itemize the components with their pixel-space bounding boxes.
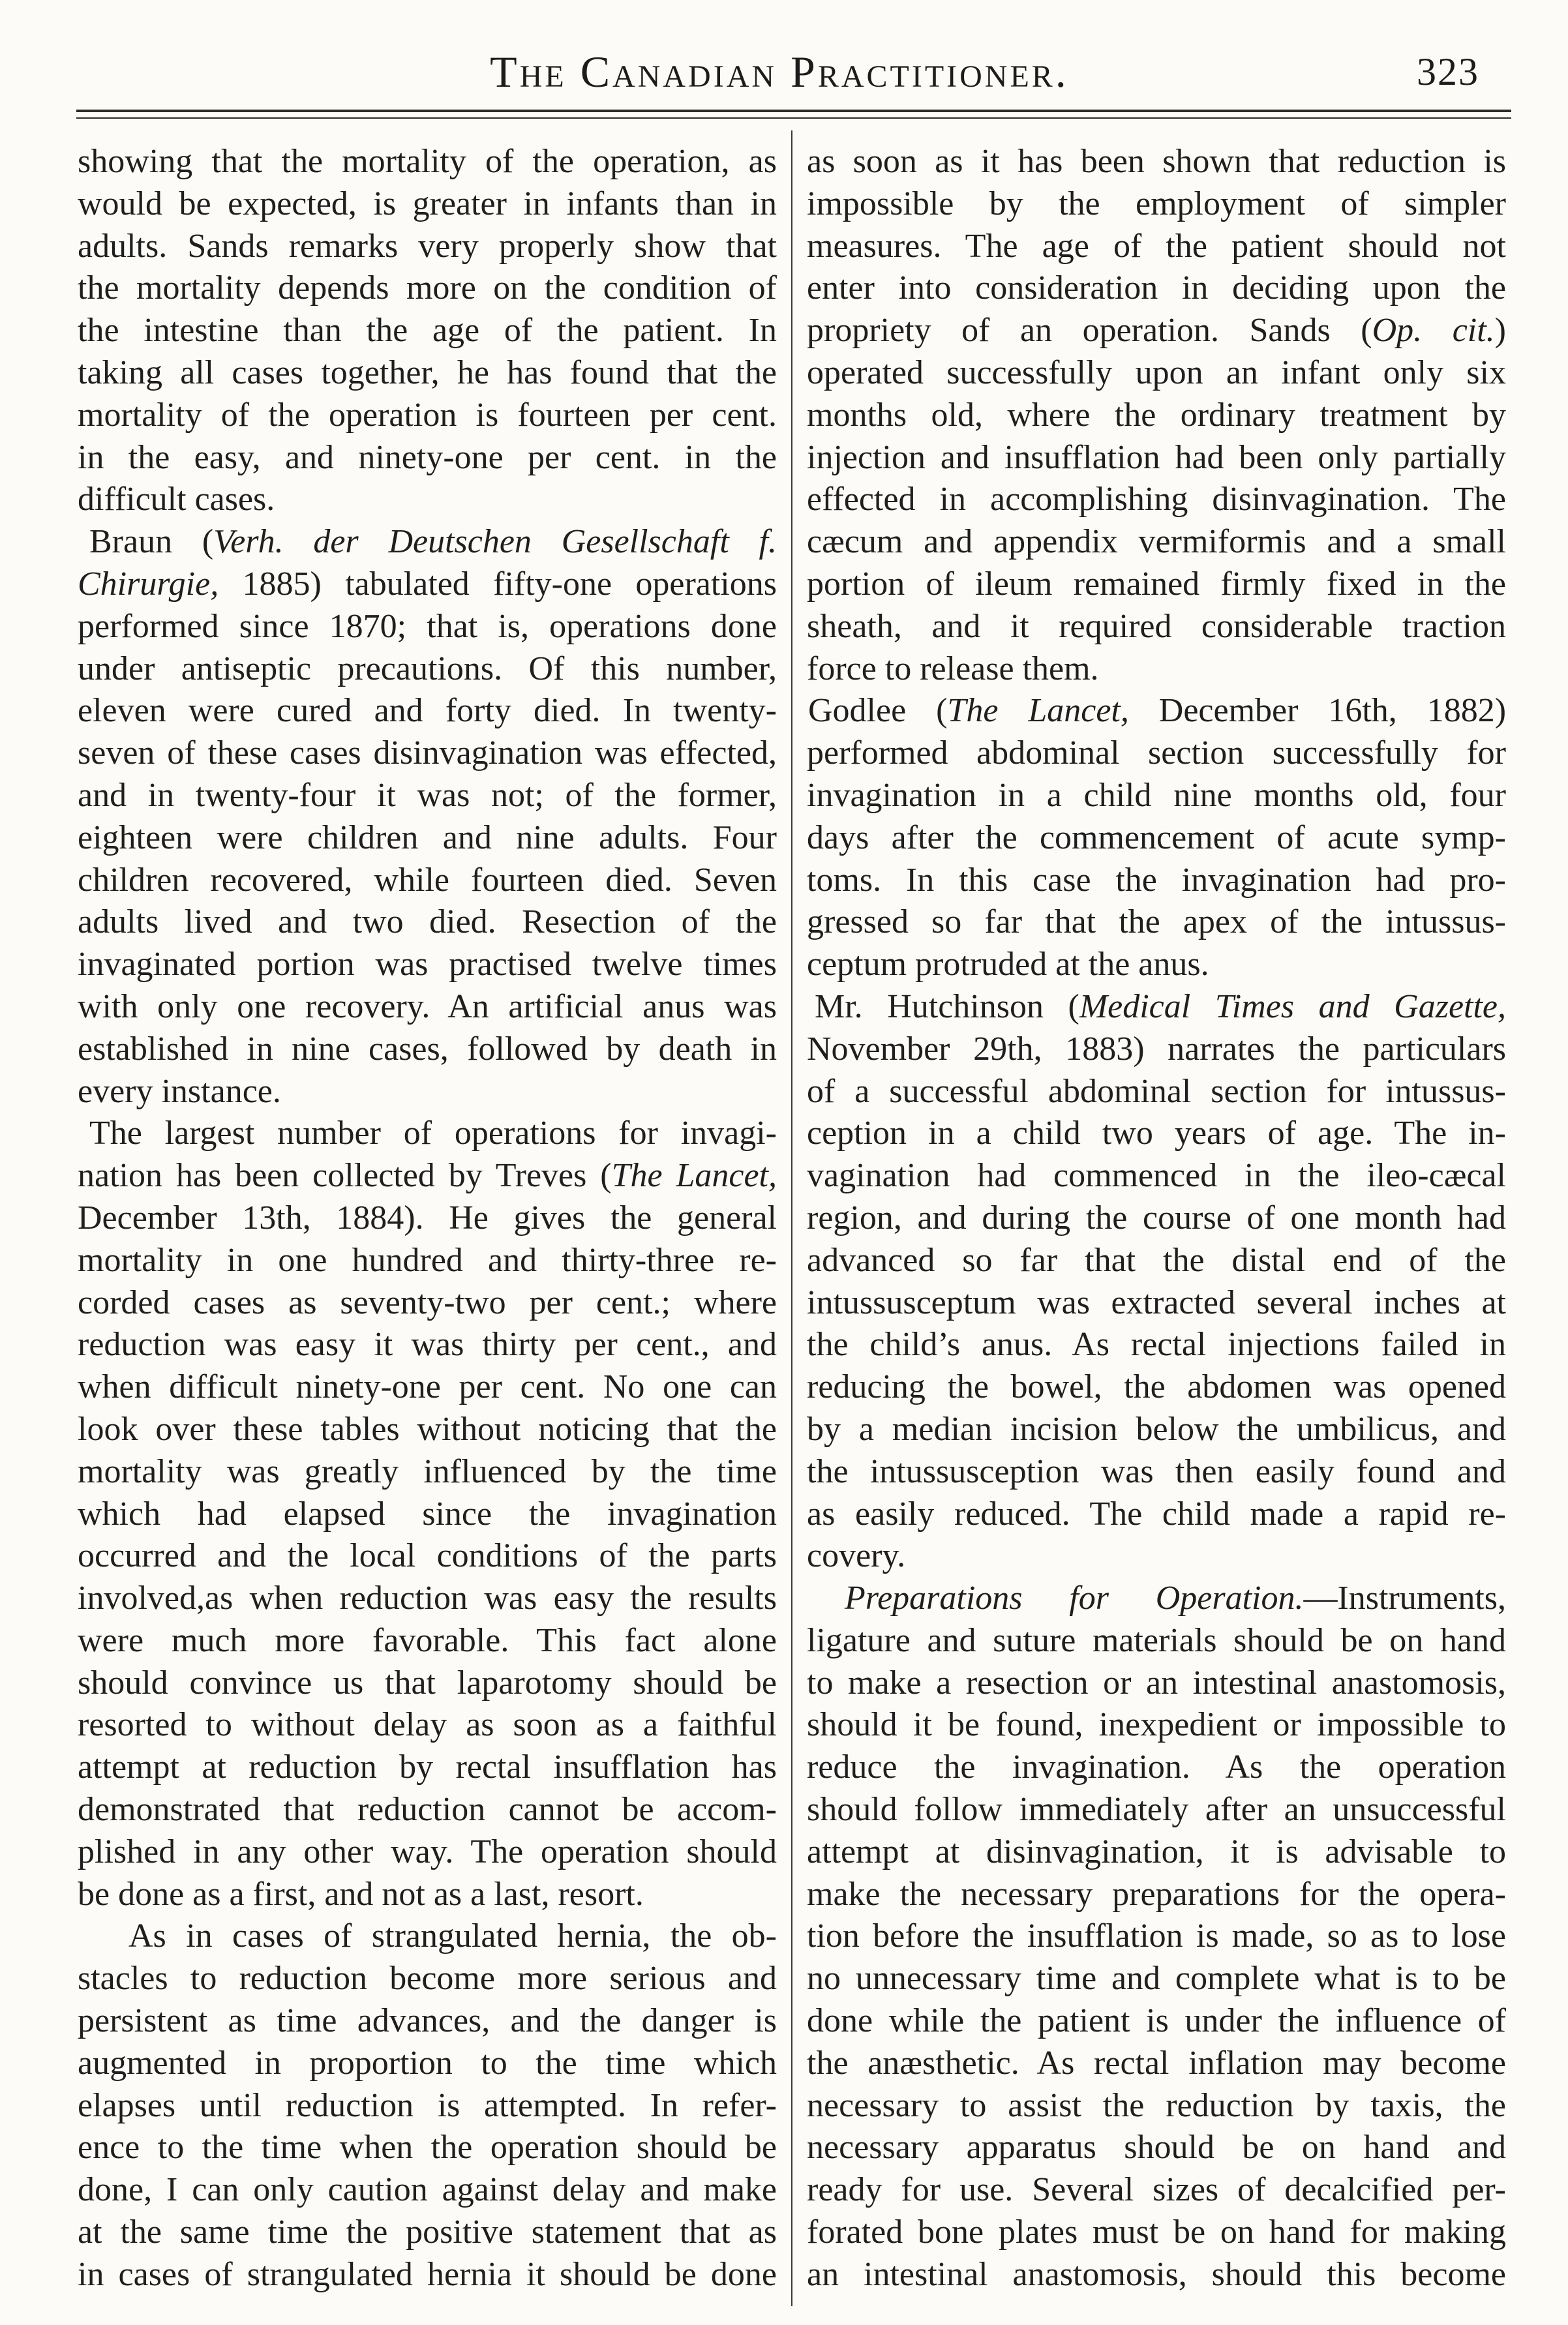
text-line: at the same time the positive statement that as <box>78 2213 777 2251</box>
text-line: gressed so far that the apex of the intussus- <box>807 903 1506 941</box>
text-line: of a successful abdominal section for intussus- <box>807 1072 1506 1110</box>
text-line: force to release them. <box>807 650 1099 687</box>
paragraph <box>807 690 1506 986</box>
text-line: reducing the bowel, the abdomen was opened <box>807 1368 1506 1406</box>
text-line: demonstrated that reduction cannot be accom- <box>78 1791 777 1829</box>
text-line: were much more favorable. This fact alone <box>78 1621 777 1659</box>
text-line: vagination had commenced in the ileo-cæcal <box>807 1157 1506 1195</box>
text-line: reduce the invagination. As the operation <box>807 1748 1506 1786</box>
italic-citation: The Lancet, <box>947 692 1129 730</box>
text-line: persistent as time advances, and the danger is <box>78 2002 777 2040</box>
text-line: taking all cases together, he has found that the <box>78 353 777 391</box>
text-line: as soon as it has been shown that reduction is <box>807 143 1506 180</box>
text-line: elapses until reduction is attempted. In refer- <box>78 2086 777 2124</box>
text-line: adults lived and two died. Resection of the <box>78 903 777 941</box>
paragraph <box>78 521 777 1113</box>
right-column <box>807 141 1506 2296</box>
text-line: seven of these cases disinvagination was effected, <box>78 734 777 772</box>
text-line: the anæsthetic. As rectal inflation may become <box>807 2044 1506 2082</box>
text-line <box>807 1578 1506 1620</box>
text-run: Godlee ( <box>808 692 948 730</box>
text-line: eleven were cured and forty died. In twenty- <box>78 692 777 730</box>
italic-citation: Chirurgie, <box>78 565 219 603</box>
text-line: by a median incision below the umbilicus, and <box>807 1410 1506 1448</box>
text-line: ence to the time when the operation should be <box>78 2129 777 2167</box>
text-line <box>78 563 777 606</box>
italic-citation: Medical Times and Gazette, <box>1079 987 1506 1025</box>
text-line: effected in accomplishing disinvagination. The <box>807 481 1506 518</box>
text-run: December 16th, 1882) <box>1128 692 1507 730</box>
text-line: measures. The age of the patient should not <box>807 227 1506 265</box>
paragraph <box>807 141 1506 690</box>
text-line: necessary to assist the reduction by taxis, the <box>807 2086 1506 2124</box>
text-line: ception in a child two years of age. The in- <box>807 1115 1506 1152</box>
text-line: portion of ileum remained firmly fixed in the <box>807 565 1506 603</box>
text-line: enter into consideration in deciding upon the <box>807 269 1506 307</box>
text-line <box>807 690 1506 732</box>
text-line: be done as a first, and not as a last, resort. <box>78 1875 644 1913</box>
text-line: ligature and suture materials should be on hand <box>807 1621 1506 1659</box>
text-line: done while the patient is under the influence of <box>807 2002 1506 2040</box>
text-line: region, and during the course of one month had <box>807 1199 1506 1237</box>
text-line: attempt at disinvagination, it is advisable to <box>807 1833 1506 1870</box>
text-line: cæcum and appendix vermiformis and a small <box>807 523 1506 561</box>
text-line: invagination in a child nine months old, four <box>807 776 1506 814</box>
text-line: in the easy, and ninety-one per cent. in the <box>78 438 777 476</box>
text-line: in cases of strangulated hernia it should be done <box>78 2255 777 2293</box>
text-line: ready for use. Several sizes of decalcified per- <box>807 2171 1506 2209</box>
text-run: —Instruments, <box>1303 1580 1506 1617</box>
text-line: toms. In this case the invagination had pro- <box>807 861 1506 899</box>
running-head: The Canadian Practitioner. <box>490 47 1069 97</box>
paragraph <box>78 1113 777 1915</box>
italic-citation: Op. cit. <box>1372 312 1495 350</box>
text-line: invaginated portion was practised twelve times <box>78 946 777 983</box>
text-line: to make a resection or an intestinal anastomosis, <box>807 1664 1506 1702</box>
text-line: injection and insufflation had been only partially <box>807 438 1506 476</box>
text-line: and in twenty-four it was not; of the former, <box>78 776 777 814</box>
text-line: occurred and the local conditions of the parts <box>78 1537 777 1575</box>
text-line: December 13th, 1884). He gives the general <box>78 1199 777 1237</box>
text-line: performed abdominal section successfully for <box>807 734 1506 772</box>
text-line: necessary apparatus should be on hand and <box>807 2129 1506 2167</box>
text-line: The largest number of operations for invagi- <box>89 1115 777 1152</box>
text-run: 1885) tabulated fifty-one operations <box>219 565 777 603</box>
text-line: days after the commencement of acute symp- <box>807 818 1506 856</box>
text-line: operated successfully upon an infant only six <box>807 353 1506 391</box>
text-line: difficult cases. <box>78 481 275 518</box>
paragraph <box>78 141 777 521</box>
text-run: ) <box>1494 312 1506 350</box>
text-line: showing that the mortality of the operation, as <box>78 143 777 180</box>
text-line: covery. <box>807 1537 906 1575</box>
text-line: November 29th, 1883) narrates the particulars <box>807 1030 1506 1068</box>
text-run: Mr. Hutchinson ( <box>815 987 1079 1025</box>
text-line: as easily reduced. The child made a rapid re- <box>807 1495 1506 1533</box>
italic-citation: Preparations for Operation. <box>845 1580 1304 1617</box>
text-line: impossible by the employment of simpler <box>807 185 1506 222</box>
text-line: the mortality depends more on the condition of <box>78 269 777 307</box>
text-line: the intestine than the age of the patient. In <box>78 312 777 350</box>
page-number: 323 <box>1417 50 1479 93</box>
text-line <box>78 1155 777 1197</box>
text-line: would be expected, is greater in infants than in <box>78 185 777 222</box>
text-run: Braun ( <box>89 523 214 561</box>
text-line: make the necessary preparations for the opera- <box>807 1875 1506 1913</box>
text-line: should convince us that laparotomy should be <box>78 1664 777 1702</box>
text-line: when difficult ninety-one per cent. No one can <box>78 1368 777 1406</box>
text-line: children recovered, while fourteen died. Seven <box>78 861 777 899</box>
text-line: look over these tables without noticing that the <box>78 1410 777 1448</box>
italic-citation: Verh. der Deutschen Gesellschaft f. <box>213 523 777 561</box>
text-line: no unnecessary time and complete what is to be <box>807 1960 1506 1998</box>
text-run: propriety of an operation. Sands ( <box>807 312 1372 350</box>
header-rule-thin <box>76 117 1511 119</box>
text-line: stacles to reduction become more serious and <box>78 1960 777 1998</box>
text-line: As in cases of strangulated hernia, the ob- <box>128 1917 777 1955</box>
column-divider <box>791 130 792 2306</box>
text-line: forated bone plates must be on hand for making <box>807 2213 1506 2251</box>
text-line: which had elapsed since the invagination <box>78 1495 777 1533</box>
text-line: the intussusception was then easily found and <box>807 1452 1506 1490</box>
text-line: months old, where the ordinary treatment by <box>807 396 1506 434</box>
text-line: ceptum protruded at the anus. <box>807 946 1209 983</box>
text-line: sheath, and it required considerable traction <box>807 607 1506 645</box>
text-line: should it be found, inexpedient or impossible to <box>807 1706 1506 1744</box>
text-run: nation has been collected by Treves ( <box>78 1157 612 1195</box>
paragraph <box>78 1915 777 2296</box>
text-line: resorted to without delay as soon as a faithful <box>78 1706 777 1744</box>
text-line <box>78 521 777 563</box>
text-line: advanced so far that the distal end of the <box>807 1241 1506 1279</box>
text-line: done, I can only caution against delay and make <box>78 2171 777 2209</box>
text-line: performed since 1870; that is, operations done <box>78 607 777 645</box>
text-line: mortality of the operation is fourteen per cent. <box>78 396 777 434</box>
text-line: augmented in proportion to the time which <box>78 2044 777 2082</box>
text-line: mortality was greatly influenced by the time <box>78 1452 777 1490</box>
text-line <box>807 310 1506 352</box>
text-line: adults. Sands remarks very properly show that <box>78 227 777 265</box>
text-line: under antiseptic precautions. Of this number, <box>78 650 777 687</box>
text-line: reduction was easy it was thirty per cent., and <box>78 1326 777 1364</box>
text-line: an intestinal anastomosis, should this become <box>807 2255 1506 2293</box>
text-line: eighteen were children and nine adults. Four <box>78 818 777 856</box>
text-line: tion before the insufflation is made, so as to lose <box>807 1917 1506 1955</box>
text-line: attempt at reduction by rectal insufflation has <box>78 1748 777 1786</box>
text-line: established in nine cases, followed by death in <box>78 1030 777 1068</box>
text-line: involved,as when reduction was easy the results <box>78 1580 777 1617</box>
header-rule <box>76 110 1511 112</box>
italic-citation: The Lancet, <box>611 1157 777 1195</box>
paragraph <box>807 986 1506 1578</box>
text-line: corded cases as seventy-two per cent.; where <box>78 1283 777 1321</box>
text-line <box>807 986 1506 1028</box>
text-line: intussusceptum was extracted several inches at <box>807 1283 1506 1321</box>
paragraph <box>807 1578 1506 2296</box>
text-line: should follow immediately after an unsuccessful <box>807 1791 1506 1829</box>
left-column <box>78 141 777 2296</box>
text-line: mortality in one hundred and thirty-three re- <box>78 1241 777 1279</box>
text-line: every instance. <box>78 1072 281 1110</box>
text-line: the child’s anus. As rectal injections failed in <box>807 1326 1506 1364</box>
text-line: with only one recovery. An artificial anus was <box>78 987 777 1025</box>
text-line: plished in any other way. The operation should <box>78 1833 777 1870</box>
